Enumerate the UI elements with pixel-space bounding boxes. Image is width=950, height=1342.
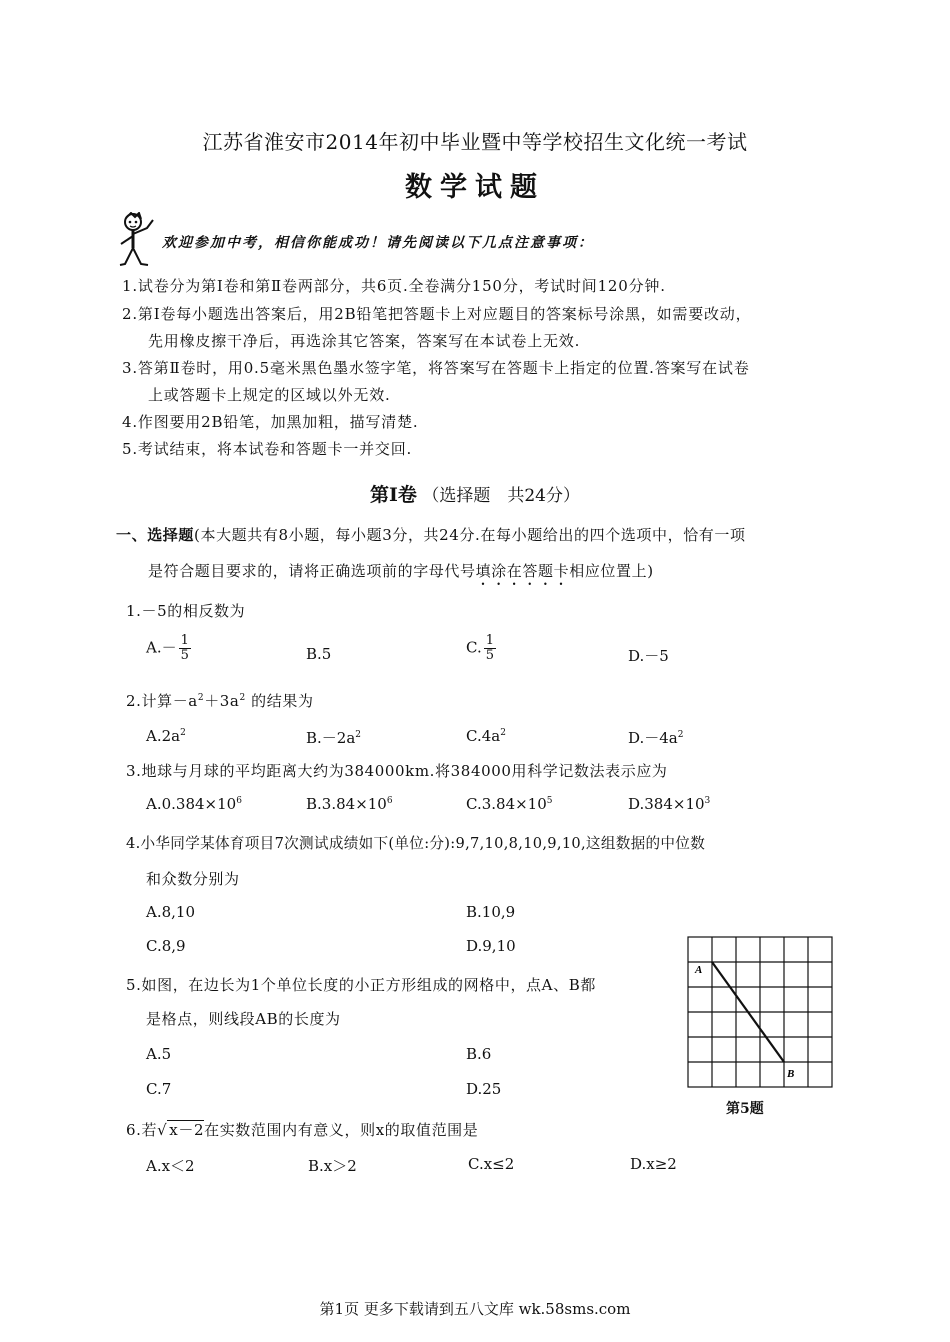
q5-option-a: A.5 — [146, 1045, 172, 1063]
q3-d-text: D.384×10 — [628, 795, 705, 813]
q3-c-text: C.3.84×10 — [466, 795, 547, 813]
q5-stem-line1: 5.如图，在边长为1个单位长度的小正方形组成的网格中，点A、B都 — [126, 976, 596, 994]
part1-line1: (本大题共有8小题，每小题3分，共24分.在每小题给出的四个选项中，恰有一项 — [194, 526, 746, 544]
q6-stem-pre: 6.若 — [126, 1121, 158, 1139]
q5-grid-figure — [686, 933, 836, 1089]
q3-a-exp: 6 — [236, 796, 242, 806]
q3-option-d — [628, 795, 710, 813]
q1-c-numerator: 1 — [485, 633, 494, 648]
q2-a-text: A.2a — [146, 727, 181, 745]
q1-stem: 1.－5的相反数为 — [126, 602, 246, 620]
part1-line2a: 是符合题目要求的，请将正确选项前的字母代号 — [148, 562, 476, 580]
q2-option-a — [146, 727, 186, 745]
q6-option-a: A.x＜2 — [146, 1157, 195, 1175]
welcome-text: 欢迎参加中考，相信你能成功！请先阅读以下几点注意事项： — [162, 235, 594, 251]
exam-title: 江苏省淮安市2014年初中毕业暨中等学校招生文化统一考试 — [202, 130, 748, 154]
q2-d-text: D.－4a — [628, 729, 678, 747]
q3-option-a — [146, 795, 242, 813]
q6-stem — [126, 1119, 478, 1140]
q4-option-c: C.8,9 — [146, 937, 186, 955]
q2-c-text: C.4a — [466, 727, 501, 745]
q5-stem-line2: 是格点，则线段AB的长度为 — [146, 1010, 341, 1028]
q2-option-c — [466, 727, 506, 745]
q2-exp-1: 2 — [197, 693, 205, 703]
q6-stem-post: 在实数范围内有意义，则x的取值范围是 — [204, 1121, 479, 1139]
q1-a-numerator: 1 — [180, 633, 189, 648]
page-footer: 第1页 更多下载请到五八文库 wk.58sms.com — [319, 1300, 631, 1318]
part1-intro — [116, 524, 746, 545]
q2-c-exp: 2 — [500, 728, 506, 738]
note-5: 5.考试结束，将本试卷和答题卡一并交回. — [122, 440, 413, 458]
q2-stem — [126, 690, 314, 711]
q3-c-exp: 5 — [546, 796, 553, 806]
q5-option-b: B.6 — [466, 1045, 492, 1063]
note-2-cont: 先用橡皮擦干净后，再选涂其它答案，答案写在本试卷上无效. — [148, 332, 581, 350]
q5-figure-caption: 第5题 — [726, 1101, 764, 1117]
q4-option-d: D.9,10 — [466, 937, 516, 955]
q2-stem-post: 的结果为 — [245, 692, 314, 710]
q2-b-text: B.－2a — [306, 729, 356, 747]
note-2: 2.第Ⅰ卷每小题选出答案后，用2B铅笔把答题卡上对应题目的答案标号涂黑，如需要改动， — [122, 305, 752, 323]
q2-option-b — [306, 727, 361, 748]
q2-a-exp: 2 — [180, 728, 186, 738]
q3-option-c — [466, 795, 553, 813]
sqrt-sign: √ — [157, 1121, 168, 1139]
q1-option-a — [146, 634, 191, 663]
subject-title: 数学试题 — [405, 172, 545, 203]
q4-stem-line2: 和众数分别为 — [146, 870, 240, 888]
q1-option-d: D.－5 — [628, 647, 669, 665]
q3-b-text: B.3.84×10 — [306, 795, 387, 813]
note-1: 1.试卷分为第Ⅰ卷和第Ⅱ卷两部分，共6页.全卷满分150分，考试时间120分钟. — [122, 277, 666, 295]
q1-option-b: B.5 — [306, 645, 332, 663]
part1-line2b-emphasis: 填涂在答题卡 — [475, 562, 570, 580]
section-desc: （选择题 共24分） — [422, 486, 580, 506]
q4-option-a: A.8,10 — [146, 903, 195, 921]
q2-stem-mid: ＋3a — [204, 692, 240, 710]
section-name: 第Ⅰ卷 — [370, 484, 417, 506]
q1-a-denominator: 5 — [180, 648, 189, 663]
q3-option-b — [306, 795, 393, 813]
q6-option-d: D.x≥2 — [630, 1155, 677, 1173]
q6-option-b: B.x＞2 — [308, 1157, 357, 1175]
q1-option-c-prefix: C. — [466, 638, 482, 657]
q2-b-exp: 2 — [355, 730, 362, 740]
q1-option-c — [466, 634, 496, 663]
q6-option-c: C.x≤2 — [468, 1155, 515, 1173]
q2-d-exp: 2 — [677, 730, 684, 740]
q6-radicand: x－2 — [169, 1121, 205, 1139]
q2-exp-2: 2 — [239, 693, 246, 703]
q2-option-d — [628, 727, 683, 748]
q1-c-denominator: 5 — [485, 648, 494, 663]
q5-option-d: D.25 — [466, 1080, 502, 1098]
q1-option-c-fraction — [484, 634, 496, 663]
note-3-cont: 上或答题卡上规定的区域以外无效. — [148, 386, 391, 404]
part1-intro-cont — [148, 560, 654, 589]
point-a-label: A — [695, 964, 703, 976]
q4-stem-line1: 4.小华同学某体育项目7次测试成绩如下(单位:分):9,7,10,8,10,9,10,这组数据的中位数 — [126, 835, 706, 852]
section-heading — [0, 480, 950, 507]
q3-b-exp: 6 — [386, 796, 393, 806]
q1-option-a-fraction — [179, 634, 191, 663]
note-4: 4.作图要用2B铅笔，加黑加粗，描写清楚. — [122, 413, 419, 431]
q3-a-text: A.0.384×10 — [146, 795, 237, 813]
q3-stem: 3.地球与月球的平均距离大约为384000km.将384000用科学记数法表示应为 — [126, 762, 668, 780]
note-3: 3.答第Ⅱ卷时，用0.5毫米黑色墨水签字笔，将答案写在答题卡上指定的位置.答案写在试卷 — [122, 359, 750, 377]
point-b-label: B — [787, 1068, 795, 1080]
q5-option-c: C.7 — [146, 1080, 172, 1098]
q1-option-a-prefix: A.－ — [146, 638, 177, 657]
student-mascot-icon — [117, 212, 161, 268]
q3-d-exp: 3 — [704, 796, 711, 806]
part1-line2c: 相应位置上) — [569, 562, 654, 580]
q2-stem-pre: 2.计算－a — [126, 692, 198, 710]
part1-label: 一、选择题 — [116, 526, 195, 544]
q4-option-b: B.10,9 — [466, 903, 516, 921]
